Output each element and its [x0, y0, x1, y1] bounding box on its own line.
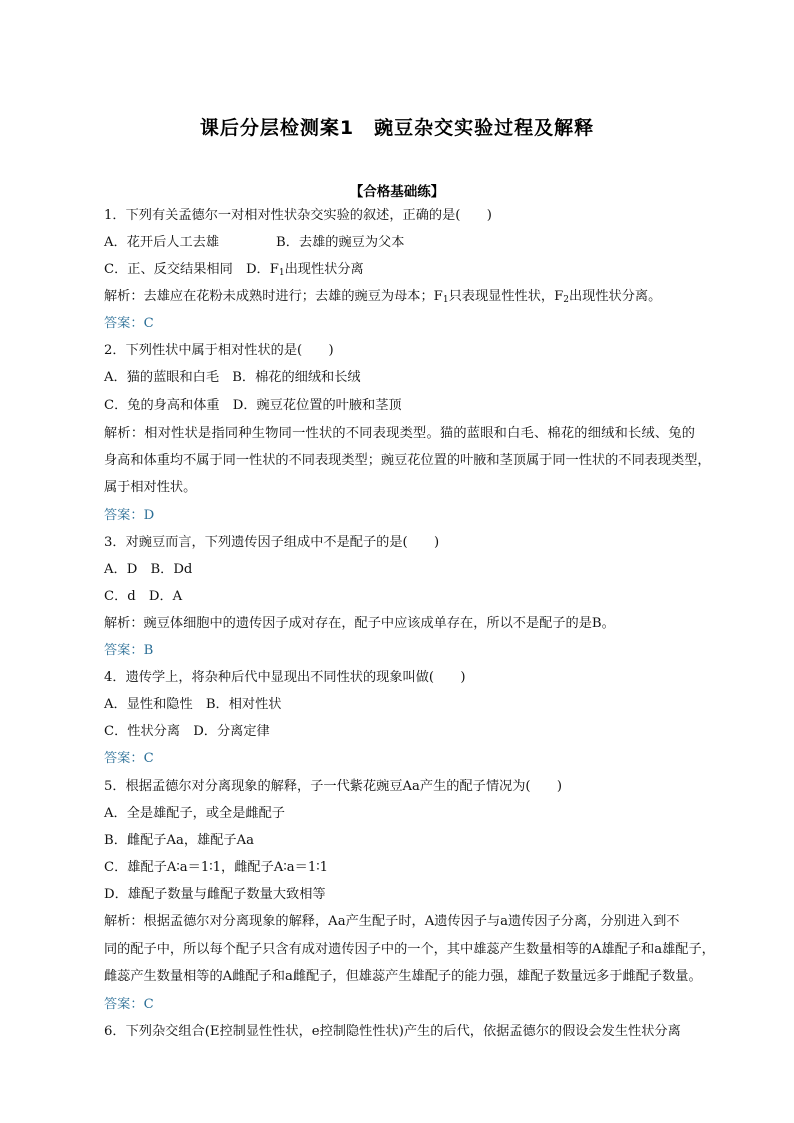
q3-answer — [104, 641, 153, 661]
q2-answer-label: 答案： — [104, 508, 144, 523]
q5-answer-label: 答案： — [104, 997, 144, 1012]
q5-option-a: A．全是雄配子，或全是雌配子 — [104, 806, 285, 821]
q5-explanation-line-2: 同的配子中，所以每个配子只含有成对遗传因子中的一个，其中雄蕊产生数量相等的A雄配子和a雄配子， — [104, 942, 715, 957]
q5-stem: 5．根据孟德尔对分离现象的解释，子一代紫花豌豆Aa产生的配子情况为( ) — [104, 779, 563, 794]
q4-answer-value: C — [143, 751, 154, 766]
q2-answer — [104, 506, 154, 526]
q3-options-cd: C．d D．A — [104, 589, 183, 604]
q3-answer-label: 答案： — [104, 643, 144, 658]
q1-answer-value: C — [143, 316, 154, 331]
q5-answer — [104, 995, 154, 1015]
q2-options-ab: A．猫的蓝眼和白毛 B．棉花的细绒和长绒 — [104, 370, 361, 385]
q1-explanation-sub-2: 2 — [563, 295, 569, 305]
q4-stem: 4．遗传学上，将杂种后代中显现出不同性状的现象叫做( ) — [104, 670, 466, 685]
q3-stem: 3．对豌豆而言，下列遗传因子组成中不是配子的是( ) — [104, 535, 440, 550]
q1-explanation — [104, 287, 661, 307]
q6-stem: 6．下列杂交组合(E控制显性性状，e控制隐性性状)产生的后代，依据孟德尔的假设会发生性状分离 — [104, 1024, 681, 1039]
q2-stem: 2．下列性状中属于相对性状的是( ) — [104, 343, 334, 358]
page-title: 课后分层检测案1 豌豆杂交实验过程及解释 — [199, 117, 595, 139]
q1-options-cd — [104, 260, 364, 280]
q4-answer-label: 答案： — [104, 751, 144, 766]
q1-answer — [104, 314, 154, 334]
q1-option-d-tail: 出现性状分离 — [284, 262, 364, 277]
q1-option-b: B．去雄的豌豆为父本 — [276, 235, 405, 250]
q5-option-b: B．雌配子Aa，雄配子Aa — [104, 833, 254, 848]
q1-explanation-part-1: 解析：去雄应在花粉未成熟时进行；去雄的豌豆为母本；F — [104, 289, 443, 304]
q5-option-d: D．雄配子数量与雌配子数量大致相等 — [104, 887, 326, 902]
q2-explanation-line-3: 属于相对性状。 — [104, 480, 197, 495]
q2-answer-value: D — [143, 508, 155, 523]
q4-answer — [104, 749, 154, 769]
q5-answer-value: C — [143, 997, 154, 1012]
q1-explanation-sub-1: 1 — [442, 295, 449, 305]
q1-option-a: A．花开后人工去雄 — [104, 235, 220, 250]
q1-explanation-part-2: 只表现显性性状，F — [448, 289, 564, 304]
q4-options-cd: C．性状分离 D．分离定律 — [104, 724, 270, 739]
q5-explanation-line-1: 解析：根据孟德尔对分离现象的解释，Aa产生配子时，A遗传因子与a遗传因子分离，分别进入到不 — [104, 914, 680, 929]
q1-stem: 1．下列有关孟德尔一对相对性状杂交实验的叙述，正确的是( ) — [104, 208, 492, 223]
section-heading: 【合格基础练】 — [349, 184, 445, 200]
q5-explanation-line-3: 雌蕊产生数量相等的A雌配子和a雌配子，但雄蕊产生雄配子的能力强，雄配子数量远多于雌配子数量。 — [104, 969, 702, 984]
q4-options-ab: A．显性和隐性 B．相对性状 — [104, 697, 282, 712]
q1-option-d-subscript: 1 — [278, 268, 285, 278]
q5-option-c: C．雄配子A∶a＝1∶1，雌配子A∶a＝1∶1 — [104, 860, 329, 875]
q1-explanation-part-3: 出现性状分离。 — [568, 289, 662, 304]
q3-answer-value: B — [143, 643, 154, 658]
q1-answer-label: 答案： — [104, 316, 144, 331]
q2-explanation-line-2: 身高和体重均不属于同一性状的不同表现类型；豌豆花位置的叶腋和茎顶属于同一性状的不同表现类型， — [104, 453, 711, 468]
q3-options-ab: A．D B．Dd — [104, 562, 193, 577]
q2-explanation-line-1: 解析：相对性状是指同种生物同一性状的不同表现类型。猫的蓝眼和白毛、棉花的细绒和长绒、兔的 — [104, 426, 696, 441]
q1-option-c-text: C．正、反交结果相同 D．F — [104, 262, 279, 277]
q3-explanation: 解析：豌豆体细胞中的遗传因子成对存在，配子中应该成单存在，所以不是配子的是B。 — [104, 616, 615, 631]
q2-options-cd: C．兔的身高和体重 D．豌豆花位置的叶腋和茎顶 — [104, 398, 402, 413]
